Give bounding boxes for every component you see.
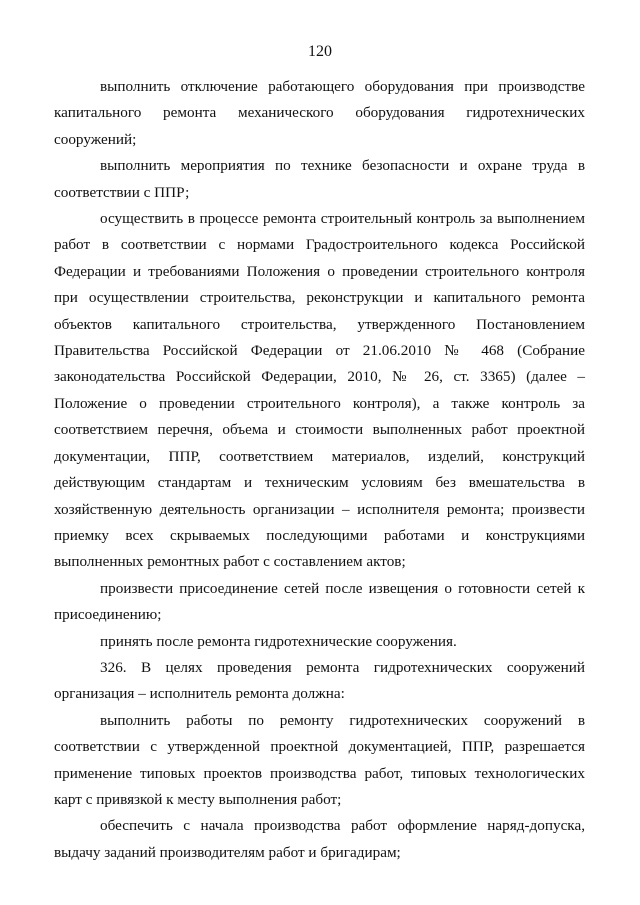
paragraph-work-permit: обеспечить с начала производства работ оформление наряд-допуска, выдачу заданий производителям работ и бригадирам; [54, 817, 585, 861]
paragraph-section-326: 326. В целях проведения ремонта гидротехнических сооружений организация – исполнитель ремонта должна: [54, 658, 585, 703]
page-number: 120 [308, 43, 332, 60]
paragraph-perform-repair: выполнить работы по ремонту гидротехнических сооружений в соответствии с утвержденной проектной документацией, ППР, разрешается применение типовых проектов производства работ, типовых технологических карт с привязкой к месту выполнения работ; [54, 711, 585, 808]
paragraph-network-connection: произвести присоединение сетей после извещения о готовности сетей к присоединению; [54, 579, 585, 624]
document-body [54, 74, 585, 866]
paragraph-disconnect-equipment: выполнить отключение работающего оборудования при производстве капитального ремонта механического оборудования гидротехнических сооружений; [54, 78, 585, 148]
paragraph-construction-control: осуществить в процессе ремонта строительный контроль за выполнением работ в соответствии с нормами Градостроительного кодекса Российской Федерации и требованиями Положения о проведении строительного контроля при осуществлении строительства, реконструкции и капитального ремонта объектов капитального строительства, утвержденного Постановлением Правительства Российской Федерации от 21.06.2010 № 468 (Собрание законодательства Российской Федерации, 2010, № 26, ст. 3365) (далее – Положение о проведении строительного контроля), а также контроль за соответствием перечня, объема и стоимости выполненных работ проектной документации, ППР, соответствием материалов, изделий, конструкций действующим стандартам и техническим условиям без вмешательства в хозяйственную деятельность организации – исполнителя ремонта; произвести приемку всех скрываемых последующими работами и конструкциями выполненных ремонтных работ с составлением актов; [54, 210, 585, 571]
paragraph-safety-measures: выполнить мероприятия по технике безопасности и охране труда в соответствии с ППР; [54, 157, 585, 201]
paragraph-accept-structures: принять после ремонта гидротехнические сооружения. [100, 632, 457, 650]
